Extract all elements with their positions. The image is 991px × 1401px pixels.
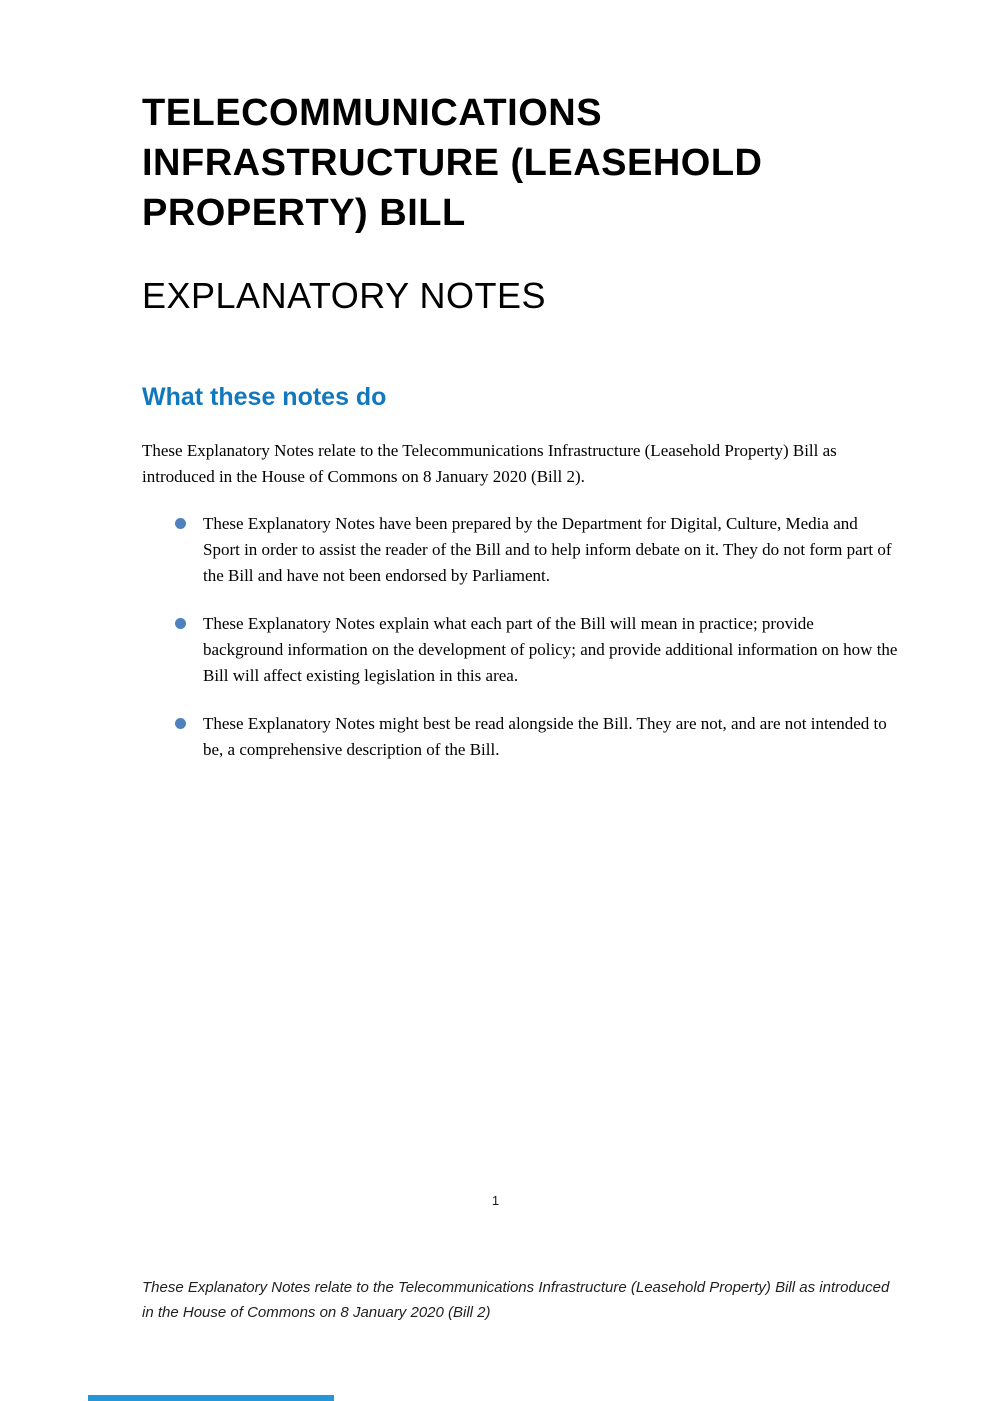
footer-note: These Explanatory Notes relate to the Telecommunications Infrastructure (Leasehold Property) Bill as introduced in the House of Commons on 8 January 2020 (Bill 2) — [142, 1279, 890, 1321]
footer-accent-bar — [88, 1395, 334, 1401]
bullet-item-text: These Explanatory Notes explain what each part of the Bill will mean in practice; provide background information on the development of policy; and provide additional information on how the Bill will affect existing legislation in this area. — [203, 614, 898, 685]
bullet-item-text: These Explanatory Notes have been prepared by the Department for Digital, Culture, Media and Sport in order to assist the reader of the Bill and to help inform debate on it. They do not form part of the Bill and have not been endorsed by Parliament. — [203, 514, 892, 585]
bullet-item-text: These Explanatory Notes might best be read alongside the Bill. They are not, and are not intended to be, a comprehensive description of the Bill. — [203, 714, 887, 759]
bullet-dot-icon — [175, 618, 186, 629]
bullet-dot-icon — [175, 518, 186, 529]
bullet-list — [142, 511, 898, 763]
bullet-item — [142, 611, 898, 689]
document-subtitle: EXPLANATORY NOTES — [142, 275, 546, 316]
bullet-dot-icon — [175, 718, 186, 729]
document-content — [142, 88, 898, 785]
page-number: 1 — [491, 1193, 500, 1208]
bullet-item — [142, 711, 898, 763]
section-heading-what-these-notes-do: What these notes do — [142, 383, 387, 411]
document-title: TELECOMMUNICATIONS INFRASTRUCTURE (LEASEHOLD PROPERTY) BILL — [142, 92, 763, 234]
intro-paragraph: These Explanatory Notes relate to the Telecommunications Infrastructure (Leasehold Property) Bill as introduced in the House of Commons on 8 January 2020 (Bill 2). — [142, 441, 837, 486]
bullet-item — [142, 511, 898, 589]
